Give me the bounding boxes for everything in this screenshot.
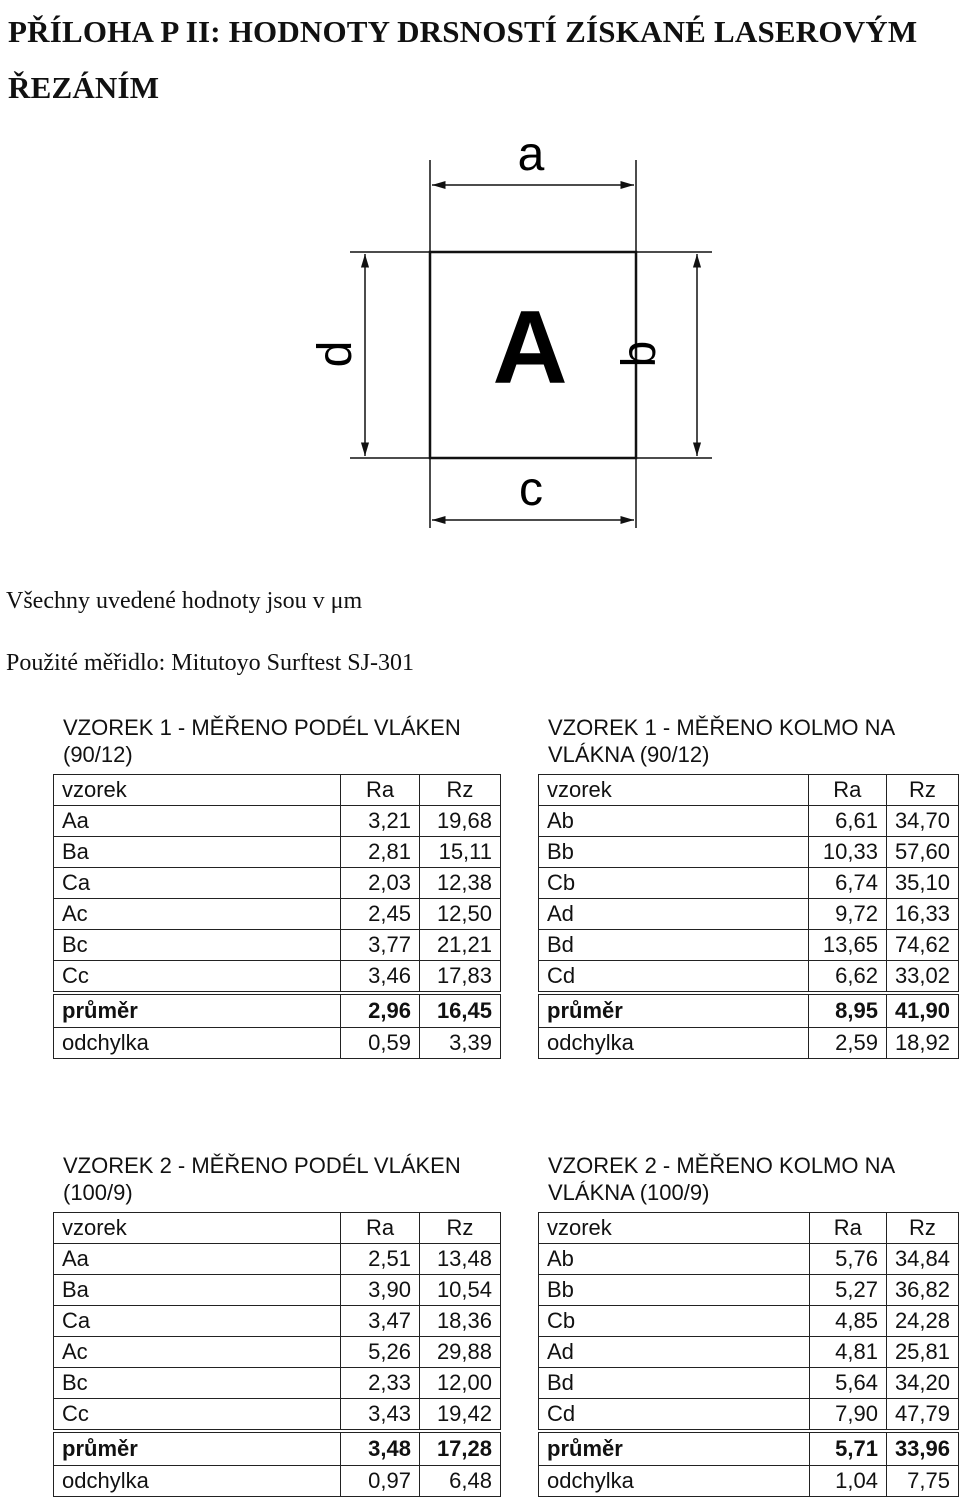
rz-cell: 17,28	[420, 1431, 501, 1466]
label-cell: Cc	[54, 1399, 341, 1432]
header-row	[539, 775, 959, 806]
rz-cell: 33,96	[886, 1431, 958, 1466]
ra-cell: 0,59	[341, 1028, 420, 1059]
data-table	[53, 774, 501, 1059]
ra-cell: 3,90	[341, 1275, 420, 1306]
table-row	[539, 1337, 959, 1368]
table-row	[539, 1306, 959, 1337]
label-cell: průměr	[54, 1431, 341, 1466]
rz-cell: 36,82	[886, 1275, 958, 1306]
ra-cell: 3,21	[341, 806, 420, 837]
mean-row	[539, 1431, 959, 1466]
ra-cell: 4,81	[809, 1337, 886, 1368]
label-cell: Ac	[54, 899, 341, 930]
rz-cell: 13,48	[420, 1244, 501, 1275]
label-cell: Bb	[539, 1275, 810, 1306]
rz-cell: 34,84	[886, 1244, 958, 1275]
ra-cell: 6,61	[808, 806, 886, 837]
ra-cell: 3,46	[341, 961, 420, 994]
rz-cell: 12,38	[420, 868, 501, 899]
ra-cell: 3,43	[341, 1399, 420, 1432]
rz-cell: 24,28	[886, 1306, 958, 1337]
rz-cell: 34,70	[886, 806, 958, 837]
roughness-table-1	[53, 712, 501, 1059]
table-caption: VZOREK 2 - MĚŘENO KOLMO NA VLÁKNA (100/9)	[548, 1153, 894, 1205]
header-row	[54, 1213, 501, 1244]
label-cell: Cc	[54, 961, 341, 994]
ra-cell: 13,65	[808, 930, 886, 961]
table-row	[54, 899, 501, 930]
diagram-side-b-label: b	[613, 340, 666, 368]
deviation-row	[54, 1028, 501, 1059]
rz-cell: 18,92	[886, 1028, 958, 1059]
ra-cell: Ra	[341, 1213, 420, 1244]
sample-dimension-diagram	[300, 125, 730, 535]
label-cell: Ba	[54, 837, 341, 868]
rz-cell: 25,81	[886, 1337, 958, 1368]
table-row	[54, 930, 501, 961]
rz-cell: 12,00	[420, 1368, 501, 1399]
rz-cell: Rz	[886, 775, 958, 806]
label-cell: průměr	[539, 993, 809, 1028]
ra-cell: 3,48	[341, 1431, 420, 1466]
label-cell: Bd	[539, 1368, 810, 1399]
table-row	[54, 1399, 501, 1432]
rz-cell: 29,88	[420, 1337, 501, 1368]
ra-cell: 3,77	[341, 930, 420, 961]
header-row	[54, 775, 501, 806]
table-row	[54, 1337, 501, 1368]
rz-cell: 47,79	[886, 1399, 958, 1432]
label-cell: Cd	[539, 961, 809, 994]
ra-cell: 6,62	[808, 961, 886, 994]
ra-cell: 10,33	[808, 837, 886, 868]
ra-cell: 5,71	[809, 1431, 886, 1466]
ra-cell: 2,81	[341, 837, 420, 868]
ra-cell: 0,97	[341, 1466, 420, 1497]
label-cell: Bc	[54, 1368, 341, 1399]
table-row	[54, 806, 501, 837]
ra-cell: 8,95	[808, 993, 886, 1028]
units-note: Všechny uvedené hodnoty jsou v μm	[6, 588, 363, 614]
label-cell: Bd	[539, 930, 809, 961]
ra-cell: 7,90	[809, 1399, 886, 1432]
rz-cell: 19,42	[420, 1399, 501, 1432]
label-cell: Cd	[539, 1399, 810, 1432]
ra-cell: 5,26	[341, 1337, 420, 1368]
data-table	[538, 774, 959, 1059]
rz-cell: 19,68	[420, 806, 501, 837]
mean-row	[54, 993, 501, 1028]
rz-cell: 10,54	[420, 1275, 501, 1306]
rz-cell: Rz	[886, 1213, 958, 1244]
ra-cell: Ra	[808, 775, 886, 806]
label-cell: průměr	[539, 1431, 810, 1466]
label-cell: Ba	[54, 1275, 341, 1306]
table-caption: VZOREK 1 - MĚŘENO PODÉL VLÁKEN (90/12)	[63, 715, 461, 767]
table-row	[539, 961, 959, 994]
label-cell: Ad	[539, 899, 809, 930]
rz-cell: 12,50	[420, 899, 501, 930]
diagram-side-d-label: d	[309, 340, 362, 368]
deviation-row	[539, 1466, 959, 1497]
table-row	[539, 899, 959, 930]
roughness-table-3	[53, 1150, 501, 1497]
rz-cell: 17,83	[420, 961, 501, 994]
label-cell: odchylka	[54, 1466, 341, 1497]
ra-cell: 5,27	[809, 1275, 886, 1306]
label-cell: Ab	[539, 1244, 810, 1275]
ra-cell: 2,33	[341, 1368, 420, 1399]
label-cell: vzorek	[54, 1213, 341, 1244]
label-cell: Ad	[539, 1337, 810, 1368]
ra-cell: 2,59	[808, 1028, 886, 1059]
label-cell: Bc	[54, 930, 341, 961]
mean-row	[539, 993, 959, 1028]
table-row	[539, 837, 959, 868]
label-cell: Ca	[54, 868, 341, 899]
label-cell: Ac	[54, 1337, 341, 1368]
rz-cell: 74,62	[886, 930, 958, 961]
rz-cell: 35,10	[886, 868, 958, 899]
page-title: PŘÍLOHA P II: HODNOTY DRSNOSTÍ ZÍSKANÉ LASEROVÝM ŘEZÁNÍM	[8, 14, 918, 105]
rz-cell: 6,48	[420, 1466, 501, 1497]
ra-cell: Ra	[809, 1213, 886, 1244]
rz-cell: Rz	[420, 1213, 501, 1244]
diagram-side-a-label: a	[517, 128, 545, 181]
label-cell: odchylka	[539, 1466, 810, 1497]
ra-cell: 5,76	[809, 1244, 886, 1275]
table-row	[539, 1244, 959, 1275]
label-cell: vzorek	[539, 775, 809, 806]
label-cell: vzorek	[54, 775, 341, 806]
ra-cell: 2,03	[341, 868, 420, 899]
rz-cell: 16,45	[420, 993, 501, 1028]
instrument-note: Použité měřidlo: Mitutoyo Surftest SJ-301	[6, 650, 414, 676]
ra-cell: 3,47	[341, 1306, 420, 1337]
deviation-row	[54, 1466, 501, 1497]
label-cell: Ca	[54, 1306, 341, 1337]
rz-cell: 15,11	[420, 837, 501, 868]
label-cell: odchylka	[54, 1028, 341, 1059]
table-row	[539, 868, 959, 899]
rz-cell: Rz	[420, 775, 501, 806]
label-cell: Bb	[539, 837, 809, 868]
rz-cell: 18,36	[420, 1306, 501, 1337]
table-row	[539, 1275, 959, 1306]
label-cell: Cb	[539, 1306, 810, 1337]
table-row	[539, 806, 959, 837]
table-row	[54, 1368, 501, 1399]
data-table	[538, 1212, 959, 1497]
ra-cell: 2,45	[341, 899, 420, 930]
ra-cell: 5,64	[809, 1368, 886, 1399]
rz-cell: 41,90	[886, 993, 958, 1028]
table-row	[539, 1399, 959, 1432]
roughness-table-2	[538, 712, 959, 1059]
ra-cell: 4,85	[809, 1306, 886, 1337]
ra-cell: 2,51	[341, 1244, 420, 1275]
rz-cell: 7,75	[886, 1466, 958, 1497]
data-table	[53, 1212, 501, 1497]
header-row	[539, 1213, 959, 1244]
diagram-center-label: A	[492, 290, 568, 406]
table-row	[54, 1306, 501, 1337]
table-caption: VZOREK 2 - MĚŘENO PODÉL VLÁKEN (100/9)	[63, 1153, 461, 1205]
label-cell: Aa	[54, 806, 341, 837]
rz-cell: 16,33	[886, 899, 958, 930]
label-cell: vzorek	[539, 1213, 810, 1244]
label-cell: průměr	[54, 993, 341, 1028]
deviation-row	[539, 1028, 959, 1059]
table-row	[54, 1244, 501, 1275]
rz-cell: 33,02	[886, 961, 958, 994]
table-row	[54, 961, 501, 994]
table-row	[539, 930, 959, 961]
label-cell: Aa	[54, 1244, 341, 1275]
table-row	[54, 868, 501, 899]
label-cell: Ab	[539, 806, 809, 837]
ra-cell: Ra	[341, 775, 420, 806]
table-row	[539, 1368, 959, 1399]
table-caption: VZOREK 1 - MĚŘENO KOLMO NA VLÁKNA (90/12)	[548, 715, 894, 767]
label-cell: Cb	[539, 868, 809, 899]
label-cell: odchylka	[539, 1028, 809, 1059]
ra-cell: 2,96	[341, 993, 420, 1028]
rz-cell: 57,60	[886, 837, 958, 868]
rz-cell: 21,21	[420, 930, 501, 961]
ra-cell: 9,72	[808, 899, 886, 930]
roughness-table-4	[538, 1150, 959, 1497]
rz-cell: 34,20	[886, 1368, 958, 1399]
ra-cell: 6,74	[808, 868, 886, 899]
ra-cell: 1,04	[809, 1466, 886, 1497]
mean-row	[54, 1431, 501, 1466]
table-row	[54, 837, 501, 868]
diagram-side-c-label: c	[519, 463, 543, 516]
table-row	[54, 1275, 501, 1306]
rz-cell: 3,39	[420, 1028, 501, 1059]
